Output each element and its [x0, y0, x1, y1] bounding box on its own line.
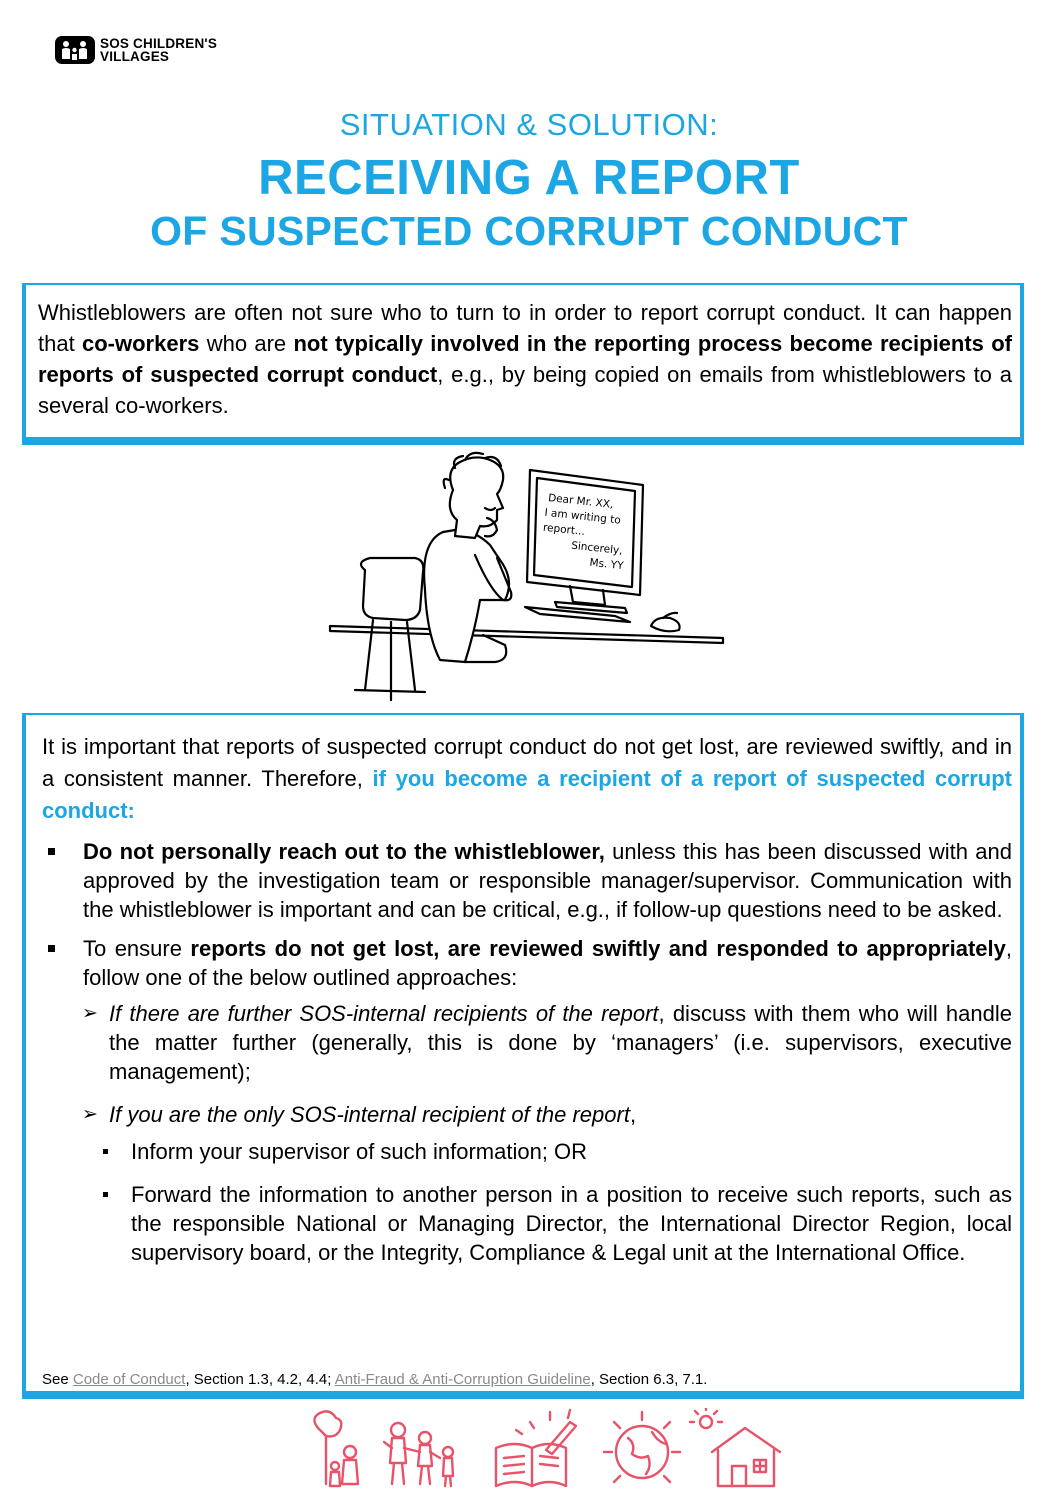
sos-logo	[55, 36, 217, 64]
sub-sub-bullet-2	[42, 1180, 1012, 1267]
intro-box	[22, 283, 1024, 445]
screen-line4: Sincerely,	[570, 539, 624, 558]
intro-text-2: who are	[199, 331, 294, 356]
arrow-bullet-icon: ➢	[82, 1104, 98, 1125]
bullet-2-text-2: , follow one of the below outlined approaches:	[83, 936, 1013, 990]
sub-bullet-1-text: , discuss with them who will handle the matter further (generally, this is done by ‘managers’ (i.e. supervisors, executive management);	[109, 1001, 1012, 1084]
screen-line3: report...	[542, 521, 586, 538]
bullet-2-bold: reports do not get lost, are reviewed swiftly and responded to appropriately	[190, 936, 1006, 961]
small-square-bullet-icon	[103, 1192, 108, 1197]
sub-bullet-2-text: ,	[629, 1102, 637, 1127]
title-line2: RECEIVING A REPORT	[258, 151, 800, 205]
square-bullet-icon	[48, 945, 55, 952]
guidance-box	[22, 713, 1024, 1399]
sub-sub-bullet-1	[42, 1137, 1012, 1166]
logo-line2: VILLAGES	[100, 49, 170, 64]
sub-sub-bullet-1-text: Inform your supervisor of such information; OR	[131, 1139, 588, 1164]
sub-bullet-2	[42, 1100, 1012, 1129]
footnote-end: , Section 6.3, 7.1.	[590, 1371, 708, 1388]
sub-bullet-1	[42, 999, 1012, 1086]
arrow-bullet-icon: ➢	[82, 1003, 98, 1024]
sub-bullet-2-italic: If you are the only SOS-internal recipient of the report	[109, 1102, 630, 1127]
sub-bullet-1-italic: If there are further SOS-internal recipients of the report	[109, 1001, 659, 1026]
bullet-1-bold: Do not personally reach out to the whistleblower,	[83, 839, 605, 864]
sos-logo-icon	[55, 36, 95, 64]
bullet-1-text: unless this has been discussed with and approved by the investigation team or responsible manager/supervisor. Communication with the whistleblower is important and can be critical, e.g., if follow-up questions need to be asked.	[83, 839, 1012, 922]
title-line3: OF SUSPECTED CORRUPT CONDUCT	[150, 208, 908, 254]
guidance-intro-accent: if you become a recipient of a report of suspected corrupt conduct:	[42, 766, 1012, 823]
footnote	[42, 1371, 707, 1388]
footnote-see: See	[42, 1371, 73, 1388]
code-of-conduct-link[interactable]: Code of Conduct	[72, 1371, 186, 1388]
guidance-intro-text: It is important that reports of suspected corrupt conduct do not get lost, are reviewed swiftly, and in a consistent manner. Therefore,	[42, 734, 1012, 791]
intro-bold-1: co-workers	[82, 331, 200, 356]
intro-text-1: Whistleblowers are often not sure who to turn to in order to report corrupt conduct. It can happen that	[38, 300, 1012, 356]
sub-sub-bullet-2-text: Forward the information to another person in a position to receive such reports, such as the responsible National or Managing Director, the International Director Region, local supervisory board, or the Integrity, Compliance & Legal unit at the International Office.	[131, 1182, 1012, 1265]
bullet-2-text-1: To ensure	[83, 936, 191, 961]
intro-paragraph	[38, 297, 1012, 421]
title-line1: SITUATION & SOLUTION:	[339, 107, 719, 142]
intro-bold-2: not typically involved in the reporting process become recipients of reports of suspected corrupt conduct	[38, 331, 1012, 387]
screen-line2: I am writing to	[543, 506, 622, 527]
intro-text-3: , e.g., by being copied on emails from whistleblowers to a several co-workers.	[38, 362, 1012, 418]
screen-line1: Dear Mr. XX,	[547, 492, 614, 511]
sos-logo-text	[100, 37, 217, 63]
logo-line1: SOS CHILDREN'S	[100, 36, 218, 51]
square-bullet-icon	[48, 848, 55, 855]
person-at-computer-illustration	[325, 450, 730, 705]
footnote-mid: , Section 1.3, 4.2, 4.4;	[185, 1371, 335, 1388]
footer-doodles-illustration	[300, 1408, 790, 1490]
anti-fraud-guideline-link[interactable]: Anti-Fraud & Anti-Corruption Guideline	[334, 1371, 591, 1388]
guidance-intro	[42, 731, 1012, 827]
screen-line5: Ms. YY	[588, 556, 625, 573]
small-square-bullet-icon	[103, 1149, 108, 1154]
bullet-2	[42, 934, 1012, 992]
bullet-1	[42, 837, 1012, 924]
